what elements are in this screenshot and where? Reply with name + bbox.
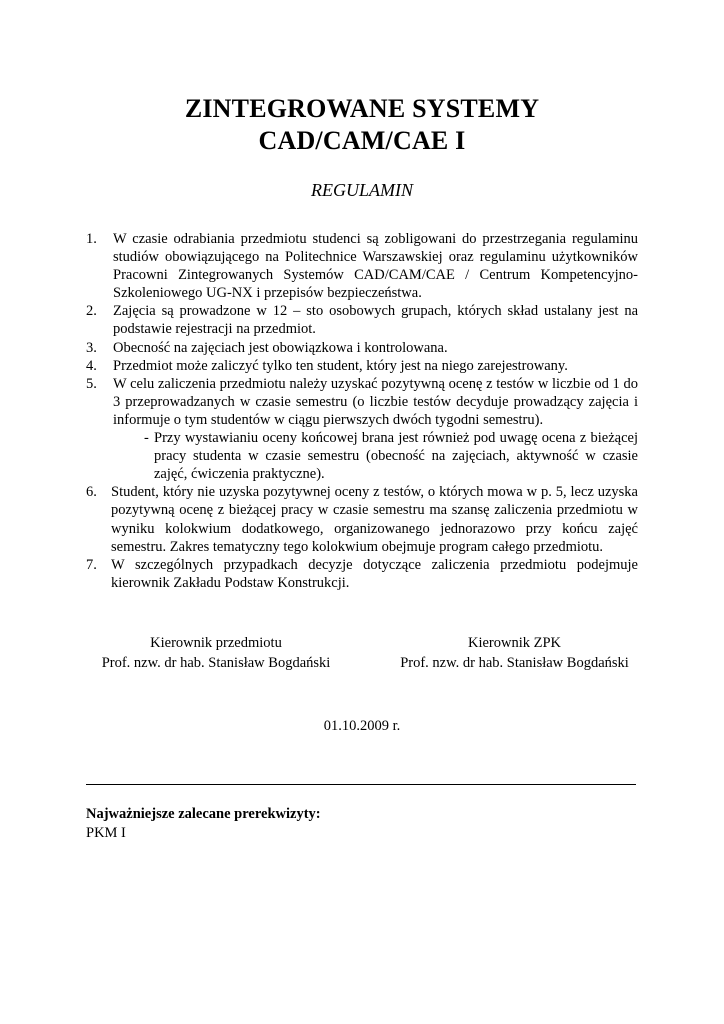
rule-sub-text: Przy wystawianiu oceny końcowej brana jest również pod uwagę ocena z bieżącej pracy studenta w czasie semestru (obecność na zajęciach, aktywność w czasie zajęć, ćwiczenia praktyczne). bbox=[154, 430, 638, 483]
rule-text: W celu zaliczenia przedmiotu należy uzyskać pozytywną ocenę z testów w liczbie od 1 do 3 przeprowadzanych w czasie semestru (o liczbie testów decyduje prowadzący zajęcia i informuje o tym studentów w ciągu pierwszych dwóch tygodni semestru). bbox=[113, 375, 638, 428]
rule-text: Obecność na zajęciach jest obowiązkowa i kontrolowana. bbox=[113, 339, 448, 356]
rule-text: W czasie odrabiania przedmiotu studenci są zobligowani do przestrzegania regulaminu studiów obowiązującego na Politechnice Warszawskiej oraz regulaminu użytkowników Pracowni Zintegrowanych Systemów CAD/CAM/CAE / Centrum Kompetencyjno-Szkoleniowego UG-NX i przepisów bezpieczeństwa. bbox=[113, 231, 638, 302]
rule-number: 3. bbox=[86, 339, 97, 356]
rule-number: 6. bbox=[86, 484, 97, 501]
rule-text: Student, który nie uzyska pozytywnej oceny z testów, o których mowa w p. 5, lecz uzyska pozytywną ocenę z bieżącej pracy w czasie semestru ma szansę zaliczenia przedmiotu w wyniku kolokwium dodatkowego, organizowanego jednorazowo przy końcu zajęć semestru. Zakres tematyczny tego kolokwium obejmuje program całego przedmiotu. bbox=[111, 484, 638, 555]
signature-role: Kierownik przedmiotu bbox=[150, 635, 282, 651]
rule-number: 1. bbox=[86, 231, 97, 247]
rule-item-4 bbox=[86, 357, 638, 375]
rule-number: 5. bbox=[86, 375, 97, 392]
rule-item-5 bbox=[86, 375, 638, 484]
prerequisites-heading: Najważniejsze zalecane prerekwizyty: bbox=[86, 806, 321, 822]
page-title-line2: CAD/CAM/CAE I bbox=[258, 126, 466, 155]
rule-number: 4. bbox=[86, 357, 97, 374]
rule-sub-item bbox=[113, 429, 638, 483]
rule-text: Przedmiot może zaliczyć tylko ten student, który jest na niego zarejestrowany. bbox=[113, 357, 568, 374]
prerequisites-value: PKM I bbox=[86, 825, 126, 841]
document-date: 01.10.2009 r. bbox=[323, 718, 401, 734]
rule-item-3 bbox=[86, 339, 638, 357]
rule-item-7 bbox=[86, 556, 638, 592]
signature-name: Prof. nzw. dr hab. Stanisław Bogdański bbox=[400, 655, 629, 671]
page-title-line1: ZINTEGROWANE SYSTEMY bbox=[184, 94, 540, 123]
rules-list bbox=[86, 230, 638, 592]
rule-item-2 bbox=[86, 302, 638, 338]
rule-number: 2. bbox=[86, 303, 97, 320]
horizontal-divider bbox=[86, 784, 636, 785]
page-subtitle: REGULAMIN bbox=[311, 180, 413, 200]
rule-item-1 bbox=[86, 230, 638, 302]
rule-text: W szczególnych przypadkach decyzje dotyczące zaliczenia przedmiotu podejmuje kierownik Zakładu Podstaw Konstrukcji. bbox=[111, 556, 638, 591]
signature-role: Kierownik ZPK bbox=[467, 635, 562, 651]
rule-text: Zajęcia są prowadzone w 12 – sto osobowych grupach, których skład ustalany jest na podstawie rejestracji na przedmiot. bbox=[113, 303, 638, 338]
signature-block-left bbox=[93, 633, 339, 673]
signature-name: Prof. nzw. dr hab. Stanisław Bogdański bbox=[101, 655, 331, 671]
signature-block-right bbox=[392, 633, 637, 673]
sub-item-dash: - bbox=[144, 430, 149, 447]
rule-number: 7. bbox=[86, 556, 97, 573]
rule-item-6 bbox=[86, 483, 638, 555]
